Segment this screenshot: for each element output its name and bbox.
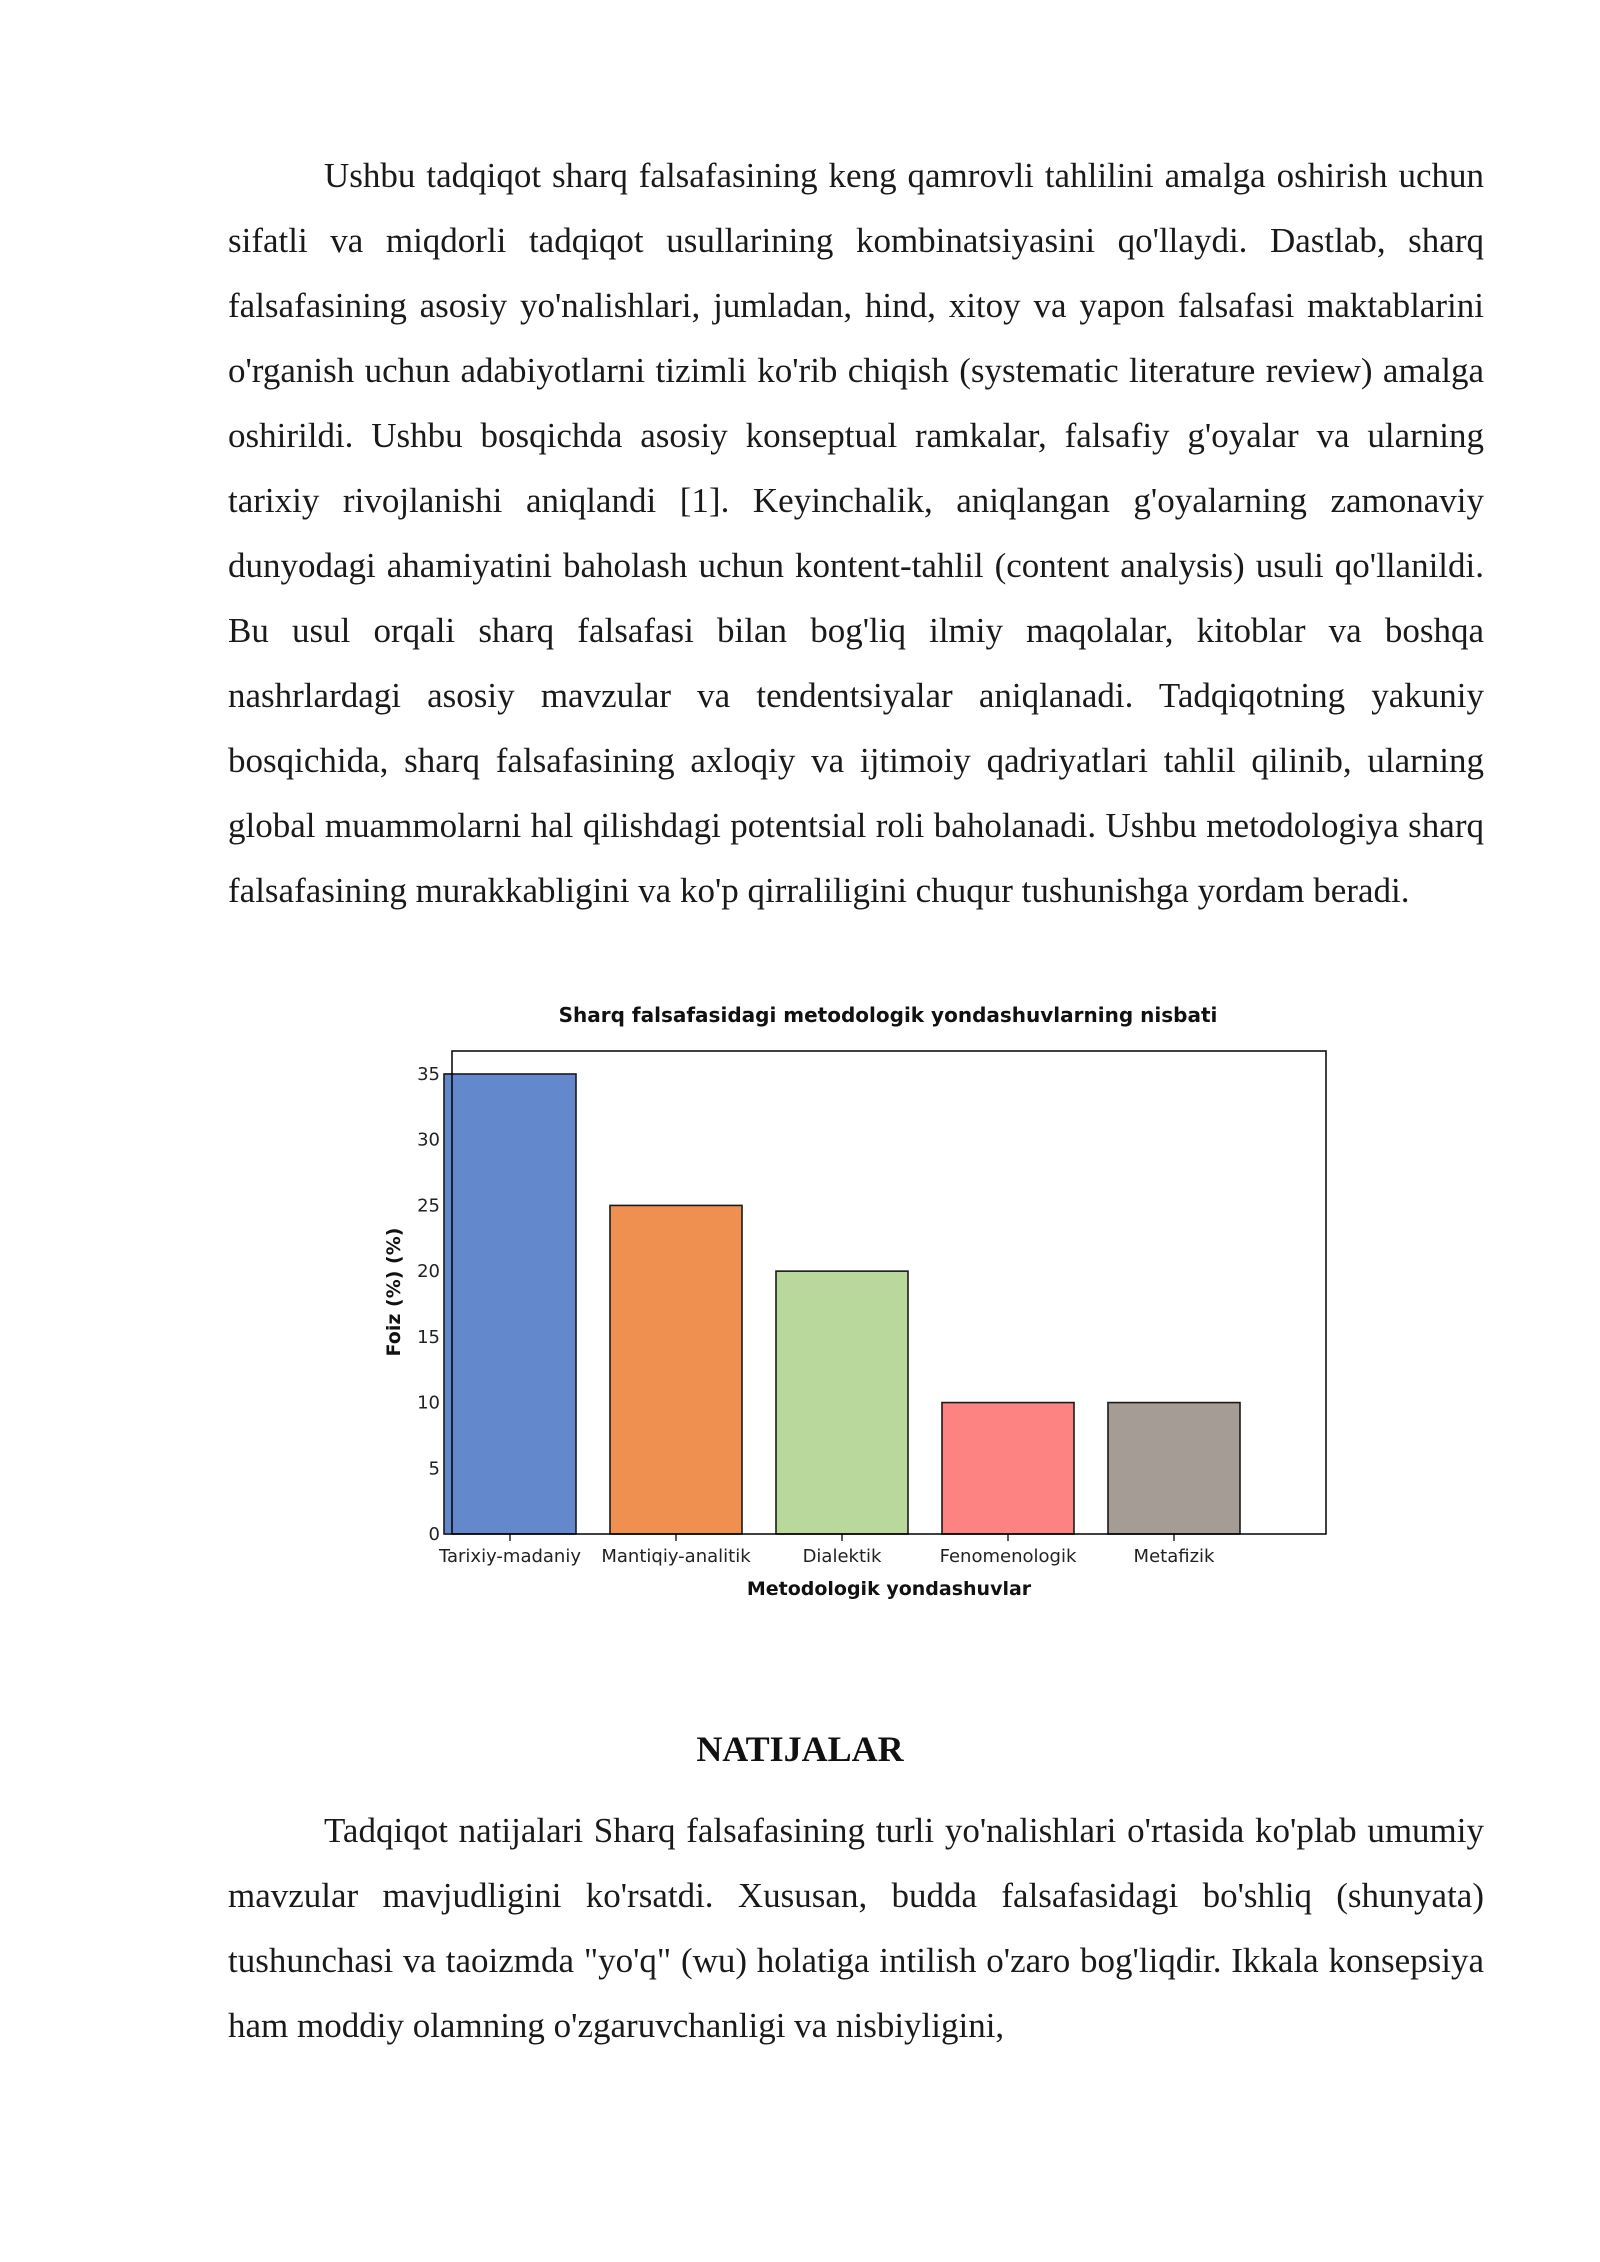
methodology-paragraph (228, 143, 1484, 923)
x-tick-label: Metafizik (1133, 1546, 1215, 1567)
x-tick-label: Fenomenologik (939, 1546, 1077, 1567)
results-paragraph (228, 1798, 1484, 2058)
section-title: NATIJALAR (696, 1729, 904, 1769)
y-tick-label: 25 (417, 1195, 440, 1217)
y-axis-label: Foiz (%) (%) (383, 1227, 405, 1357)
y-tick-label: 35 (417, 1064, 440, 1085)
x-tick-label: Tarixiy-madaniy (438, 1546, 582, 1567)
bar-dialektik (776, 1271, 908, 1534)
bar-tarixiy-madaniy (444, 1074, 576, 1534)
y-tick-label: 5 (428, 1458, 440, 1480)
results-paragraph-text: Tadqiqot natijalari Sharq falsafasining turli yo'nalishlari o'rtasida ko'plab umumiy mavzular mavjudligini ko'rsatdi. Xususan, budda falsafasidagi bo'shliq (shunyata) tushunchasi va taoizmda "yo'q" (wu) holatiga intilish o'zaro bog'liqdir. Ikkala konsepsiya ham moddiy olamning o'zgaruvchanligi va nisbiyligini, (228, 1811, 1484, 2045)
bar-chart (370, 995, 1350, 1605)
methodology-paragraph-text: Ushbu tadqiqot sharq falsafasining keng qamrovli tahlilini amalga oshirish uchun sifatli va miqdorli tadqiqot usullarining kombinatsiyasini qo'llaydi. Dastlab, sharq falsafasining asosiy yo'nalishlari, jumladan, hind, xitoy va yapon falsafasi maktablarini o'rganish uchun adabiyotlarni tizimli ko'rib chiqish (systematic literature review) amalga oshirildi. Ushbu bosqichda asosiy konseptual ramkalar, falsafiy g'oyalar va ularning tarixiy rivojlanishi aniqlandi [1]. Keyinchalik, aniqlangan g'oyalarning zamonaviy dunyodagi ahamiyatini baholash uchun kontent-tahlil (content analysis) usuli qo'llanildi. Bu usul orqali sharq falsafasi bilan bog'liq ilmiy maqolalar, kitoblar va boshqa nashrlardagi asosiy mavzular va tendentsiyalar aniqlanadi. Tadqiqotning yakuniy bosqichida, sharq falsafasining axloqiy va ijtimoiy qadriyatlari tahlil qilinib, ularning global muammolarni hal qilishdagi potentsial roli baholanadi. Ushbu metodologiya sharq falsafasining murakkabligini va ko'p qirraliligini chuqur tushunishga yordam beradi. (228, 156, 1484, 910)
bar-fenomenologik (942, 1403, 1074, 1534)
x-axis-label: Metodologik yondashuvlar (746, 1578, 1032, 1600)
x-tick-label: Dialektik (802, 1546, 882, 1567)
bars-group (444, 1074, 1240, 1534)
y-tick-label: 0 (428, 1524, 440, 1545)
x-tick-label: Mantiqiy-analitik (601, 1546, 751, 1567)
y-tick-label: 20 (417, 1261, 440, 1283)
chart-title: Sharq falsafasidagi metodologik yondashuvlarning nisbati (558, 1003, 1218, 1027)
x-axis-tick-labels (438, 1534, 1215, 1567)
y-tick-label: 15 (417, 1326, 440, 1348)
bar-chart-figure (370, 995, 1350, 1605)
y-tick-label: 10 (417, 1392, 440, 1414)
bar-metafizik (1108, 1403, 1240, 1534)
y-tick-label: 30 (417, 1129, 440, 1151)
bar-mantiqiy-analitik (610, 1205, 742, 1534)
